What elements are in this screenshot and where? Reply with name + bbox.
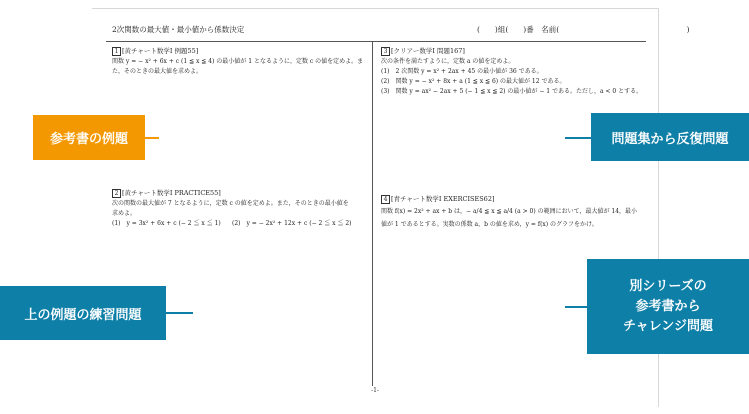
callout-example-label: 参考書の例題 <box>49 132 128 147</box>
problem-text-line: 関数 y = − x² + 6x + c (1 ≦ x ≦ 4) の最小値が 1 となるように，定数 c の値を定めよ。ま <box>112 58 364 65</box>
callout-challenge-line: 参考書から <box>635 298 701 314</box>
worksheet-header <box>112 24 690 38</box>
callout-repeat-label: 問題集から反復問題 <box>611 131 729 147</box>
problem-text-line: 次の関数の最大値が 7 となるように，定数 c の値を定めよ。また，そのときの最小値を <box>112 200 349 207</box>
worksheet-title: 2次関数の最大値・最小値から係数決定 <box>112 25 245 34</box>
page-number: -1- <box>371 387 379 394</box>
callout-example <box>33 115 145 160</box>
column-divider <box>372 42 373 386</box>
problem-subitems <box>112 219 367 229</box>
problem-number: 3 <box>381 47 390 56</box>
problem-text-line: 値が 1 であるとする。実数の係数 a，b の値を求め，y = f(x) のグラフをかけ。 <box>381 221 598 228</box>
callout-challenge-line: チャレンジ問題 <box>623 318 713 334</box>
problem-number: 2 <box>112 189 121 198</box>
problem-1 <box>112 46 367 77</box>
callout-repeat-connector <box>565 137 591 139</box>
problem-text-line: (1) 2 次関数 y = x² + 2ax + 45 の最小値が 36 である。 <box>381 68 543 75</box>
problem-text-line: (2) 関数 y = − x² + 8x + a (1 ≦ x ≦ 6) の最大値が 12 である。 <box>381 78 566 85</box>
problem-text-line: 求めよ。 <box>112 210 137 217</box>
callout-challenge <box>587 259 749 354</box>
problem-subitem: (1) y = 3x² + 6x + c (− 2 ≦ x ≦ 1) <box>112 220 221 227</box>
problem-source: [青チャート数学Ⅰ EXERCISES62] <box>391 195 495 203</box>
callout-practice <box>0 286 166 340</box>
problem-text-line: た，そのときの最大値を求めよ。 <box>112 68 203 75</box>
problem-source: [黄チャート数学Ⅰ PRACTICE55] <box>122 189 221 197</box>
problem-text-line: 関数 f(x) = 2x² + ax + b は，− a/4 ≦ x ≦ a/4 (a > 0) の範囲において，最大値が 14，最小 <box>381 208 638 215</box>
callout-challenge-connector <box>565 306 587 308</box>
problem-2 <box>112 188 367 229</box>
problem-3 <box>381 46 651 97</box>
problem-text-line: (3) 関数 y = ax² − 2ax + 5 (− 1 ≦ x ≦ 2) の最小値が − 1 である。ただし，a < 0 とする。 <box>381 88 643 95</box>
callout-repeat <box>591 113 749 161</box>
problem-4 <box>381 194 651 230</box>
problem-source: [黄チャート数学Ⅰ 例題55] <box>122 47 199 55</box>
problem-number: 1 <box>112 47 121 56</box>
callout-example-connector <box>145 137 159 139</box>
callout-practice-label: 上の例題の練習問題 <box>24 307 142 323</box>
callout-practice-connector <box>166 312 193 314</box>
header-divider <box>106 41 646 42</box>
callout-challenge-line: 別シリーズの <box>629 278 707 294</box>
problem-source: [クリアー数学Ⅰ 問題167] <box>391 47 465 55</box>
student-info-fields: ( )組( )番 名前( ) <box>477 25 690 34</box>
problem-text-line: 次の条件を満たすように，定数 a の値を定めよ。 <box>381 58 515 65</box>
problem-number: 4 <box>381 195 390 204</box>
problem-subitem: (2) y = − 2x² + 12x + c (− 2 ≦ x ≦ 2) <box>232 220 352 227</box>
